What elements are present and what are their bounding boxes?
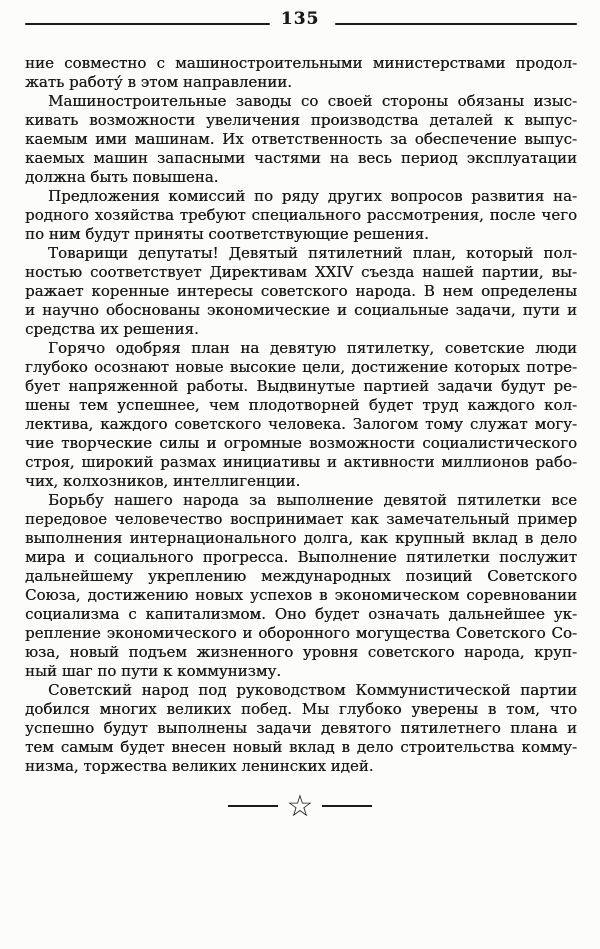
text-line: ние совместно с машиностроительными министерствами продол- [25, 54, 577, 72]
paragraph [25, 187, 577, 244]
page-body [25, 54, 577, 776]
text-line: шены тем успешнее, чем плодотворней будет труд каждого кол- [25, 396, 577, 414]
paragraph [25, 339, 577, 491]
text-line: юза, новый подъем жизненного уровня советского народа, круп- [25, 643, 577, 661]
end-ornament [0, 789, 600, 824]
text-line: родного хозяйства требуют специального рассмотрения, после чего [25, 206, 577, 224]
text-line: дальнейшему укреплению международных позиций Советского [25, 567, 577, 585]
ornament-dash-right [322, 805, 372, 807]
text-line: каемых машин запасными частями на весь период эксплуатации [25, 149, 577, 167]
text-line: тем самым будет внесен новый вклад в дело строительства комму- [25, 738, 577, 756]
text-line: и научно обоснованы экономические и социальные задачи, пути и [25, 301, 577, 319]
text-line: по ним будут приняты соответствующие решения. [25, 225, 429, 243]
ornament-dash-left [228, 805, 278, 807]
text-line: Предложения комиссий по ряду других вопросов развития на- [48, 187, 577, 205]
text-line: репление экономического и оборонного могущества Советского Со- [25, 624, 577, 642]
paragraph [25, 491, 577, 681]
text-line: Товарищи депутаты! Девятый пятилетний план, который пол- [48, 244, 577, 262]
text-line: Борьбу нашего народа за выполнение девятой пятилетки все [48, 491, 577, 509]
paragraph [25, 244, 577, 339]
text-line: должна быть повышена. [25, 168, 219, 186]
text-line: ностью соответствует Директивам XXIV съезда нашей партии, вы- [25, 263, 577, 281]
text-line: средства их решения. [25, 320, 199, 338]
paragraph [25, 92, 577, 187]
text-line: низма, торжества великих ленинских идей. [25, 757, 374, 775]
text-line: социализма с капитализмом. Оно будет означать дальнейшее ук- [25, 605, 577, 623]
paragraph [25, 681, 577, 776]
text-line: жать работу́ в этом направлении. [25, 73, 292, 91]
text-line: Советский народ под руководством Коммунистической партии [48, 681, 577, 699]
text-line: чих, колхозников, интеллигенции. [25, 472, 301, 490]
text-line: чие творческие силы и огромные возможности социалистического [25, 434, 577, 452]
paragraph [25, 54, 577, 92]
header-rule-right [335, 23, 577, 25]
text-line: строя, широкий размах инициативы и активности миллионов рабо- [25, 453, 577, 471]
text-line: Машиностроительные заводы со своей стороны обязаны изыс- [48, 92, 577, 110]
text-line: лектива, каждого советского человека. Залогом тому служат могу- [25, 415, 577, 433]
text-line: выполнения интернационального долга, как крупный вклад в дело [25, 529, 577, 547]
text-line: глубоко осознают новые высокие цели, достижение которых потре- [25, 358, 577, 376]
text-line: бует напряженной работы. Выдвинутые партией задачи будут ре- [25, 377, 577, 395]
text-line: ный шаг по пути к коммунизму. [25, 662, 282, 680]
text-line: успешно будут выполнены задачи девятого пятилетнего плана и [25, 719, 577, 737]
text-line: Горячо одобряя план на девятую пятилетку, советские люди [48, 339, 577, 357]
page-number: 135 [280, 9, 320, 29]
star-icon: ☆ [286, 789, 314, 824]
text-line: каемым ими машинам. Их ответственность за обеспечение выпус- [25, 130, 577, 148]
text-line: передовое человечество воспринимает как замечательный пример [25, 510, 577, 528]
text-line: Союза, достижению новых успехов в экономическом соревновании [25, 586, 577, 604]
text-line: добился многих великих побед. Мы глубоко уверены в том, что [25, 700, 577, 718]
text-line: мира и социального прогресса. Выполнение пятилетки послужит [25, 548, 577, 566]
text-line: кивать возможности увеличения производства деталей к выпус- [25, 111, 577, 129]
text-line: ражает коренные интересы советского народа. В нем определены [25, 282, 577, 300]
